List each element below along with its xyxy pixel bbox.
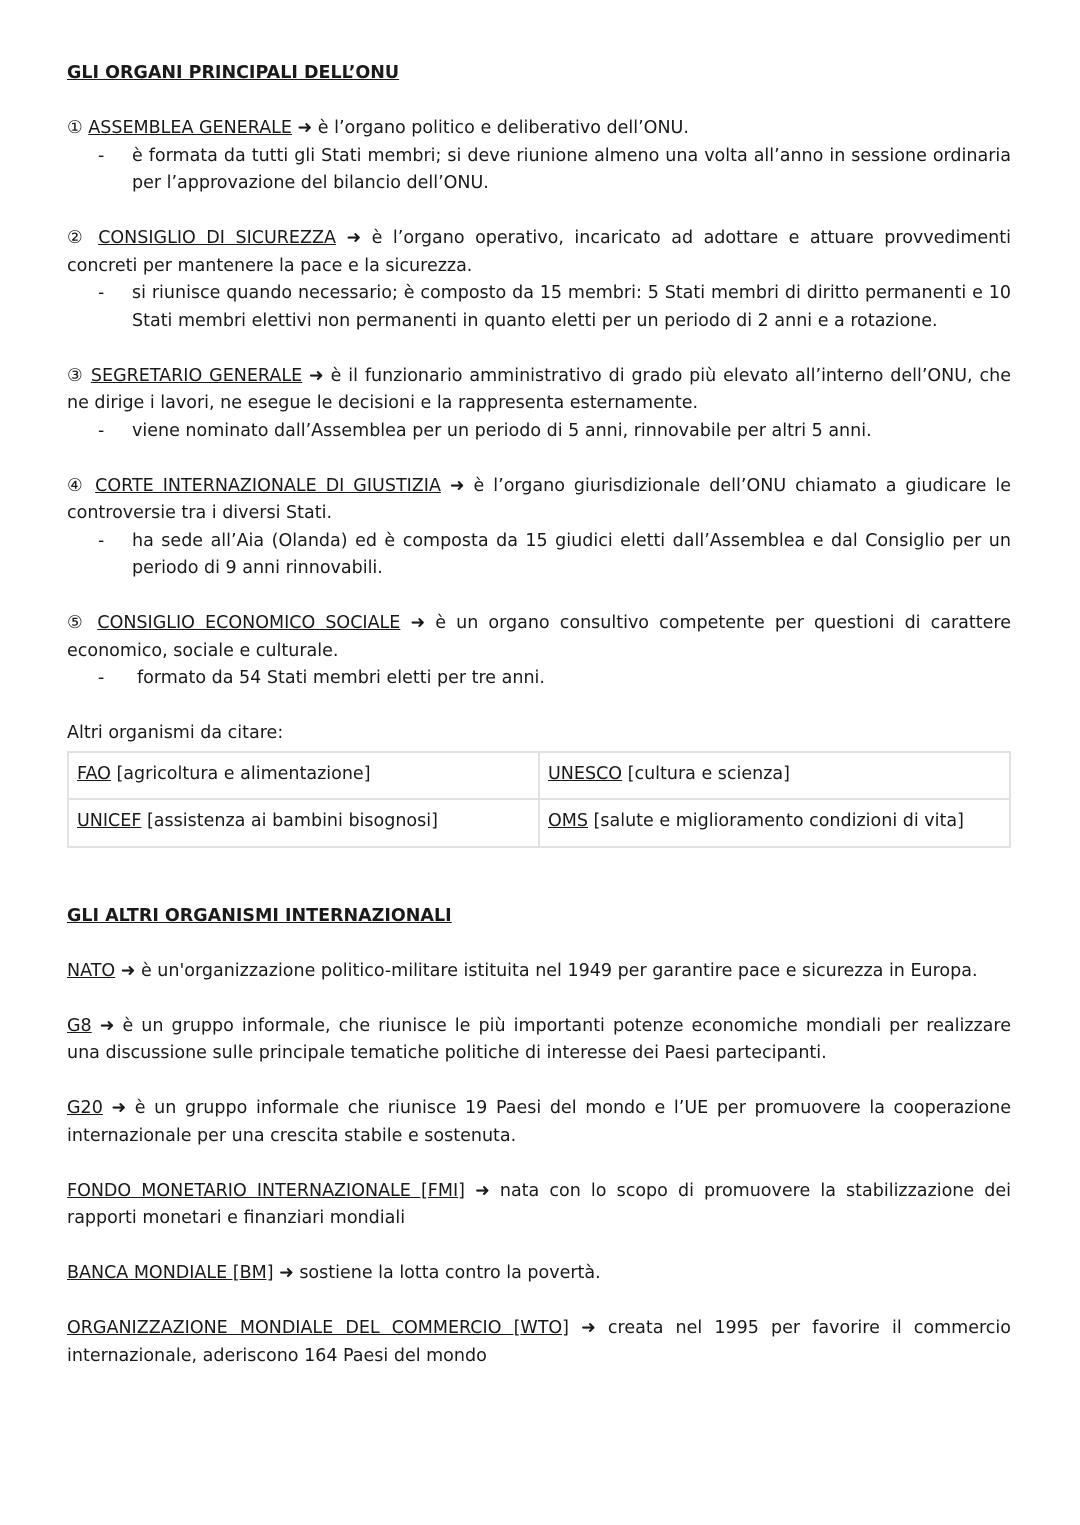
organ-bullet: - è formata da tutti gli Stati membri; si deve riunione almeno una volta all’anno in sessione ordinaria per l’approvazione del bilancio dell’ONU. <box>98 145 1011 193</box>
organ-corte <box>67 473 1011 528</box>
document-page <box>67 60 1011 1370</box>
intl-item: G20 ➜ è un gruppo informale che riunisce 19 Paesi del mondo e l’UE per promuovere la cooperazione internazionale per una crescita stabile e sostenuta. <box>67 1098 1011 1146</box>
section-title-onu: GLI ORGANI PRINCIPALI DELL’ONU <box>67 63 400 83</box>
organ-name: CONSIGLIO ECONOMICO SOCIALE <box>97 613 401 633</box>
organ-name: CORTE INTERNAZIONALE DI GIUSTIZIA <box>95 475 441 496</box>
organ-bullet: - ha sede all’Aia (Olanda) ed è composta da 15 giudici eletti dall’Assemblea e dal Consiglio per un periodo di 9 anni rinnovabili. <box>98 530 1011 578</box>
organ-name: CONSIGLIO DI SICUREZZA <box>98 228 336 248</box>
table-cell: FAO [agricoltura e alimentazione] <box>68 752 539 800</box>
organ-segretario <box>67 363 1011 418</box>
organ-assemblea <box>67 115 1011 143</box>
organ-desc: ➜ è l’organo politico e deliberativo dell’ONU. <box>291 118 689 138</box>
organ-consiglio-sicurezza <box>67 225 1011 280</box>
intl-item: ORGANIZZAZIONE MONDIALE DEL COMMERCIO [WTO] ➜ creata nel 1995 per favorire il commercio internazionale, aderiscono 164 Paesi del mondo <box>67 1318 1011 1366</box>
organ-number: ④ <box>67 475 87 496</box>
table-cell: UNESCO [cultura e scienza] <box>539 752 1010 800</box>
organ-bullet: - formato da 54 Stati membri eletti per tre anni. <box>98 668 545 688</box>
organ-desc: ➜ è l’organo operativo, incaricato ad adottare e attuare provvedimenti concreti per mantenere la pace e la sicurezza. <box>67 228 1011 276</box>
organ-name: ASSEMBLEA GENERALE <box>88 118 292 138</box>
table-cell: UNICEF [assistenza ai bambini bisognosi] <box>68 799 539 847</box>
organ-desc: ➜ è l’organo giurisdizionale dell’ONU chiamato a giudicare le controversie tra i diversi Stati. <box>67 475 1011 523</box>
organ-number: ② <box>67 228 88 248</box>
organ-desc: ➜ è un organo consultivo competente per questioni di carattere economico, sociale e culturale. <box>67 613 1011 661</box>
others-label: Altri organismi da citare: <box>67 723 284 743</box>
other-organisms-table <box>67 751 1011 848</box>
table-cell: OMS [salute e miglioramento condizioni di vita] <box>539 799 1010 847</box>
intl-item: FONDO MONETARIO INTERNAZIONALE [FMI] ➜ nata con lo scopo di promuovere la stabilizzazione dei rapporti monetari e finanziari mondiali <box>67 1180 1011 1228</box>
organ-number: ⑤ <box>67 613 88 633</box>
organ-number: ① <box>67 118 83 138</box>
table-row <box>68 799 1010 847</box>
organ-bullet: - si riunisce quando necessario; è composto da 15 membri: 5 Stati membri di diritto permanenti e 10 Stati membri elettivi non permanenti in quanto eletti per un periodo di 2 anni e a rotazione. <box>98 283 1011 331</box>
section-title-intl: GLI ALTRI ORGANISMI INTERNAZIONALI <box>67 905 452 926</box>
organ-desc: ➜ è il funzionario amministrativo di grado più elevato all’interno dell’ONU, che ne dirige i lavori, ne esegue le decisioni e la rappresenta esternamente. <box>67 365 1011 413</box>
organ-number: ③ <box>67 365 85 386</box>
intl-item: G8 ➜ è un gruppo informale, che riunisce le più importanti potenze economiche mondiali per realizzare una discussione sulle principale tematiche politiche di interesse dei Paesi partecipanti. <box>67 1015 1011 1063</box>
organ-bullet: - viene nominato dall’Assemblea per un periodo di 5 anni, rinnovabile per altri 5 anni. <box>98 420 872 441</box>
organ-name: SEGRETARIO GENERALE <box>90 365 303 386</box>
intl-item: BANCA MONDIALE [BM] ➜ sostiene la lotta contro la povertà. <box>67 1263 601 1283</box>
organ-consiglio-economico <box>67 610 1011 665</box>
table-row <box>68 752 1010 800</box>
intl-item: NATO ➜ è un'organizzazione politico-militare istituita nel 1949 per garantire pace e sicurezza in Europa. <box>67 960 978 981</box>
